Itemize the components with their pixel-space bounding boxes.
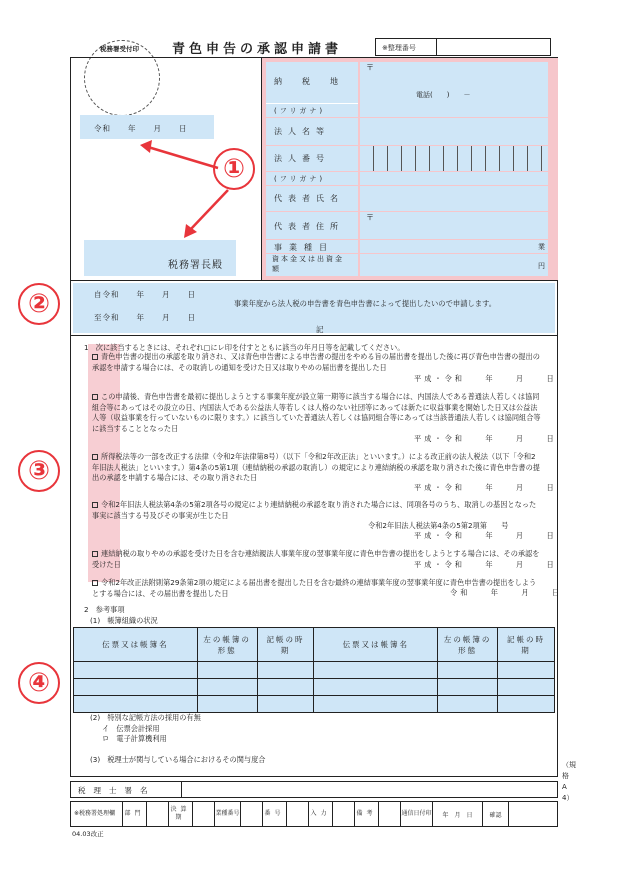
office-cell: ※税務署処理欄: [71, 802, 123, 827]
row-furigana-2: [266, 172, 554, 186]
capital-unit: 円: [538, 262, 545, 270]
furigana-label: (フリガナ): [274, 175, 326, 183]
item-4[interactable]: [92, 500, 542, 521]
ref-number-divider: [436, 39, 437, 56]
capital-input[interactable]: [360, 254, 548, 276]
ledger-cell[interactable]: [314, 662, 438, 679]
row-address: [266, 62, 554, 104]
marker-2: ②: [18, 283, 60, 325]
item-6-date: 令和 年 月 日: [450, 588, 563, 597]
rep-address-label: 代表者住所: [274, 222, 344, 231]
reception-stamp-label: 税務署受付印: [100, 45, 139, 53]
ledger-cell[interactable]: [314, 696, 438, 713]
marker-1: ①: [213, 148, 255, 190]
item-6-text: 令和2年改正法附則第29条第2項の規定による届出書を提出した日を含む最終の連結事業年度の翌事業年度に青色申告書の提出をしようとする場合には、その届出書を提出した日: [92, 578, 537, 598]
row-business: [266, 240, 554, 254]
office-cell: 確認: [483, 802, 509, 827]
section-2-sub1: (1) 帳簿組織の状況: [90, 616, 158, 625]
office-cell: 備考: [355, 802, 379, 827]
item-3-text: 所得税法等の一部を改正する法律（令和2年法律第8号）（以下「令和2年改正法」といいます。）による改正前の法人税法（以下「令和2年旧法人税法」といいます。）第4条の5第1項（連結納税の承認の取消し）の規定により連結納税の承認を取り消された後に青色申告書の提出の承認を申請する場合には、その取り消された日: [92, 452, 540, 482]
form-title: 青色申告の承認申請書: [172, 42, 343, 57]
marker-arrows: [130, 130, 240, 250]
form-version: 04.03改正: [72, 830, 104, 838]
office-cell: 決算期: [169, 802, 193, 827]
ledger-cell[interactable]: [438, 696, 498, 713]
section-2-heading: 2 参考事項: [84, 605, 125, 614]
checkbox[interactable]: [92, 394, 98, 400]
office-cell: 通信日付印: [401, 802, 433, 827]
item-2-text: この申請後、青色申告書を最初に提出しようとする事業年度が設立第一期等に該当する場合には、内国法人である普通法人若しくは協同組合等にあってはその設立の日、内国法人である公益法人等若しくは人格のない社団等にあっては新たに収益事業を開始した日又は公益法人等（収益事業を行っていないものに限ります。）に該当していた普通法人若しくは協同組合等にあっては当該普通法人若しくは協同組合等に該当することとなった日: [92, 392, 541, 433]
item-1-date: 平成・令和 年 月 日: [414, 374, 557, 383]
marker-4: ④: [18, 662, 60, 704]
ledger-cell[interactable]: [438, 679, 498, 696]
tax-office-name: 税務署長殿: [168, 260, 223, 271]
postal-mark: 〒: [366, 63, 374, 72]
period-to: 至令和 年 月 日: [94, 313, 196, 322]
item-3[interactable]: [92, 452, 542, 484]
checkbox[interactable]: [92, 454, 98, 460]
section-2-sub3: (3) 税理士が関与している場合におけるその関与度合: [90, 755, 266, 764]
tax-accountant-divider: [181, 781, 182, 798]
item-2-date: 平成・令和 年 月 日: [414, 434, 557, 443]
row-rep-name: [266, 186, 554, 212]
section-1-heading: 1 次に該当するときには、それぞれ□にレ印を付すとともに該当の年月日等を記載してください。: [84, 343, 405, 352]
item-1[interactable]: [92, 352, 542, 373]
ledger-header: 記帳の時期: [257, 628, 314, 662]
ledger-cell[interactable]: [498, 696, 555, 713]
period-note: 記: [316, 325, 324, 334]
application-date: 令和 年 月 日: [94, 124, 188, 133]
office-use-table: [70, 801, 558, 827]
ledger-table: [73, 627, 555, 713]
period-bottom-rule: [70, 335, 558, 336]
office-cell: 番号: [263, 802, 287, 827]
ledger-cell[interactable]: [197, 696, 257, 713]
checkbox[interactable]: [92, 354, 98, 360]
business-unit: 業: [538, 243, 545, 251]
item-2[interactable]: [92, 392, 542, 434]
period-top-rule: [70, 280, 558, 281]
rep-name-label: 代表者氏名: [274, 194, 344, 203]
checkbox[interactable]: [92, 551, 98, 557]
item-4-date: 平成・令和 年 月 日: [414, 531, 557, 540]
business-input[interactable]: [360, 240, 548, 253]
phone-label: 電話( ) －: [416, 91, 471, 99]
checkbox[interactable]: [92, 502, 98, 508]
ledger-header: 記帳の時期: [498, 628, 555, 662]
item-5-date: 平成・令和 年 月 日: [414, 560, 557, 569]
row-rep-address: [266, 212, 554, 240]
section-2-sub2: (2) 特別な記帳方法の採用の有無: [90, 713, 201, 722]
office-cell: 入力: [309, 802, 333, 827]
row-corp-name: [266, 118, 554, 146]
furigana-input[interactable]: [360, 104, 548, 117]
ref-number-label: ※整理番号: [382, 44, 416, 52]
row-furigana-1: [266, 104, 554, 118]
section-2-sub2b: ロ 電子計算機利用: [102, 734, 167, 743]
item-4-extra: 令和2年旧法人税法第4条の5第2項第 号: [368, 521, 509, 530]
postal-mark: 〒: [366, 213, 374, 222]
ledger-cell[interactable]: [257, 679, 314, 696]
ledger-cell[interactable]: [74, 696, 198, 713]
tax-accountant-label: 税理士署名: [78, 786, 156, 795]
furigana-label: (フリガナ): [274, 107, 326, 115]
corp-name-label: 法人名等: [274, 127, 330, 136]
marker-3: ③: [18, 450, 60, 492]
row-corp-number: [266, 146, 554, 172]
office-cell: 業種番号: [215, 802, 241, 827]
period-from: 自令和 年 月 日: [94, 290, 196, 299]
item-3-date: 平成・令和 年 月 日: [414, 483, 557, 492]
corp-name-input[interactable]: [360, 118, 548, 145]
ledger-cell[interactable]: [197, 662, 257, 679]
ledger-header: 左の帳簿の形態: [438, 628, 498, 662]
corp-number-label: 法人番号: [274, 154, 330, 163]
paper-size-note: （規格A4）: [562, 761, 576, 802]
business-label: 事業種目: [274, 243, 334, 252]
capital-label: 資本金又は出資金額: [272, 255, 344, 273]
ledger-header: 左の帳簿の形態: [197, 628, 257, 662]
ledger-cell[interactable]: [438, 662, 498, 679]
section-2-sub2a: イ 伝票会計採用: [102, 724, 160, 733]
ledger-cell[interactable]: [197, 679, 257, 696]
address-label: 納 税 地: [274, 77, 344, 86]
ledger-cell[interactable]: [74, 662, 198, 679]
ref-number-box: [375, 38, 551, 56]
rep-address-input[interactable]: [360, 212, 548, 239]
ledger-cell[interactable]: [498, 679, 555, 696]
item-4-text: 令和2年旧法人税法第4条の5第2項各号の規定により連結納税の承認を取り消された場合には、同項各号のうち、取消しの基因となった事実に該当する号及びその事実が生じた日: [92, 500, 537, 520]
item-1-text: 青色申告書の提出の承認を取り消され、又は青色申告書による申告書の提出をやめる旨の届出書を提出した後に再び青色申告書の提出の承認を申請する場合には、その取消しの通知を受けた日又は取りやめの届出書を提出した日: [92, 352, 540, 372]
ledger-cell[interactable]: [498, 662, 555, 679]
item-5-text: 連結納税の取りやめの承認を受けた日を含む連結親法人事業年度の翌事業年度に青色申告書の提出をしようとする場合には、その承認を受けた日: [92, 549, 540, 569]
ledger-header: 伝票又は帳簿名: [314, 628, 438, 662]
office-cell: 部門: [123, 802, 147, 827]
checkbox[interactable]: [92, 580, 98, 586]
row-capital: [266, 254, 554, 276]
ledger-header: 伝票又は帳簿名: [74, 628, 198, 662]
rep-name-input[interactable]: [360, 186, 548, 211]
period-text: 事業年度から法人税の申告書を青色申告書によって提出したいので申請します。: [234, 299, 497, 308]
corp-number-input[interactable]: [360, 146, 548, 171]
office-cell: 年 月 日: [433, 802, 483, 827]
ledger-cell[interactable]: [257, 662, 314, 679]
ledger-cell[interactable]: [257, 696, 314, 713]
ledger-cell[interactable]: [74, 679, 198, 696]
furigana-input[interactable]: [360, 172, 548, 185]
ledger-cell[interactable]: [314, 679, 438, 696]
